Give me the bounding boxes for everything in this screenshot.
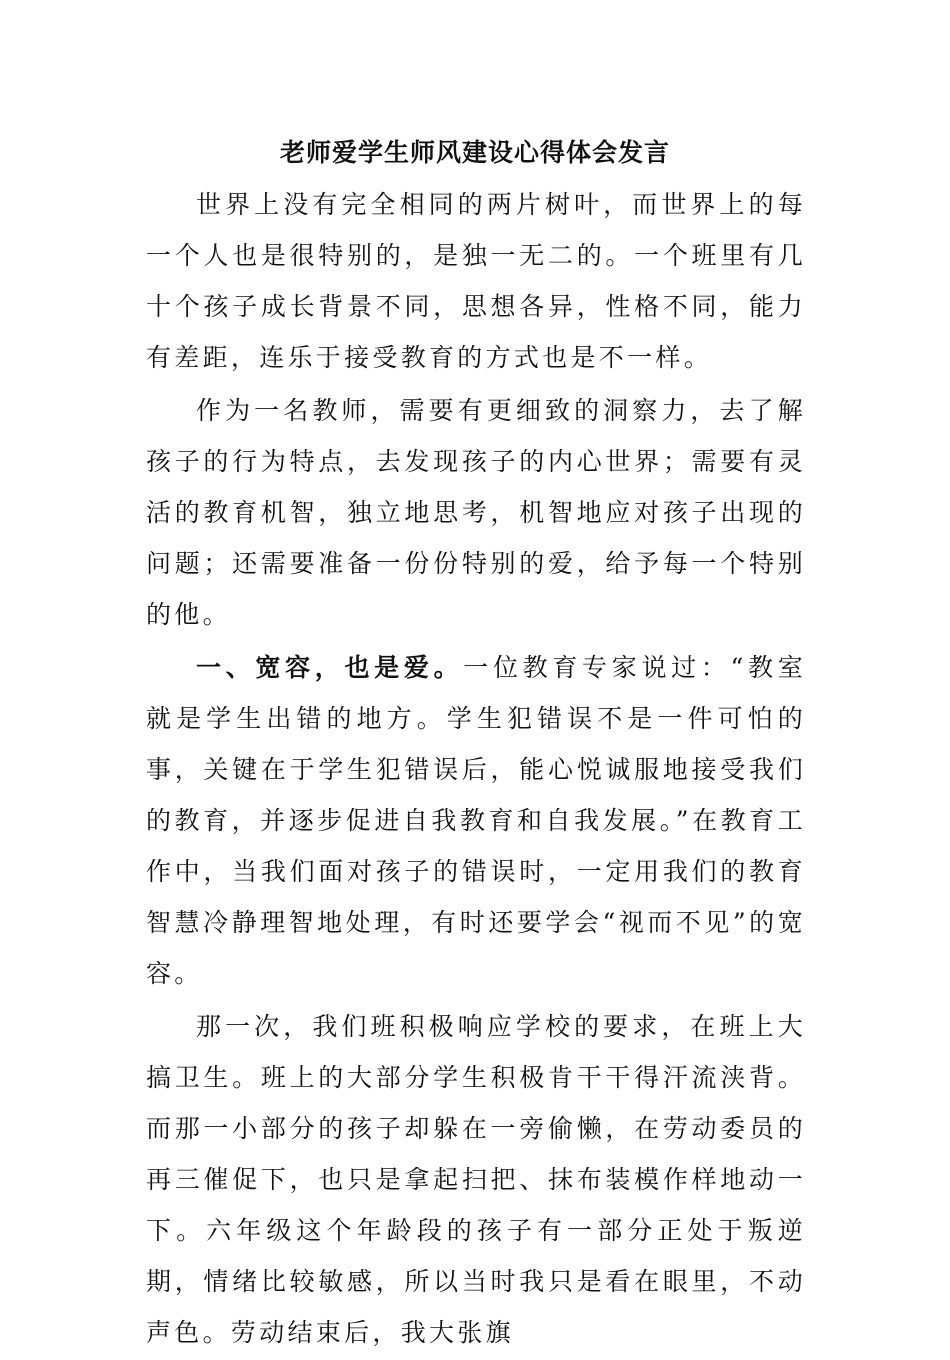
section-heading-tolerance: 一、宽容，也是爱。 <box>196 653 464 682</box>
paragraph-4-text: 那一次，我们班积极响应学校的要求，在班上大搞卫生。班上的大部分学生积极肯干干得汗流浃背。而那一小部分的孩子却躲在一旁偷懒，在劳动委员的再三催促下，也只是拿起扫把、抹布装模作样地动一下。六年级这个年龄段的孩子有一部分正处于叛逆期，情绪比较敏感，所以当时我只是看在眼里，不动声色。劳动结束后，我大张旗 <box>146 1012 806 1347</box>
paragraph-3 <box>146 642 806 999</box>
paragraph-2 <box>146 385 806 640</box>
document-body <box>146 179 806 1360</box>
paragraph-2-text: 作为一名教师，需要有更细致的洞察力，去了解孩子的行为特点，去发现孩子的内心世界；需要有灵活的教育机智，独立地思考，机智地应对孩子出现的问题；还需要准备一份份特别的爱，给予每一个特别的他。 <box>146 396 806 629</box>
document-title: 老师爱学生师风建设心得体会发言 <box>279 138 670 167</box>
paragraph-1 <box>146 179 806 383</box>
paragraph-4 <box>146 1001 806 1358</box>
paragraph-3-text: 一位教育专家说过：“教室就是学生出错的地方。学生犯错误不是一件可怕的事，关键在于学生犯错误后，能心悦诚服地接受我们的教育，并逐步促进自我教育和自我发展。”在教育工作中，当我们面对孩子的错误时，一定用我们的教育智慧冷静理智地处理，有时还要学会“视而不见”的宽容。 <box>146 653 806 988</box>
paragraph-1-text: 世界上没有完全相同的两片树叶，而世界上的每一个人也是很特别的，是独一无二的。一个班里有几十个孩子成长背景不同，思想各异，性格不同，能力有差距，连乐于接受教育的方式也是不一样。 <box>146 190 806 372</box>
